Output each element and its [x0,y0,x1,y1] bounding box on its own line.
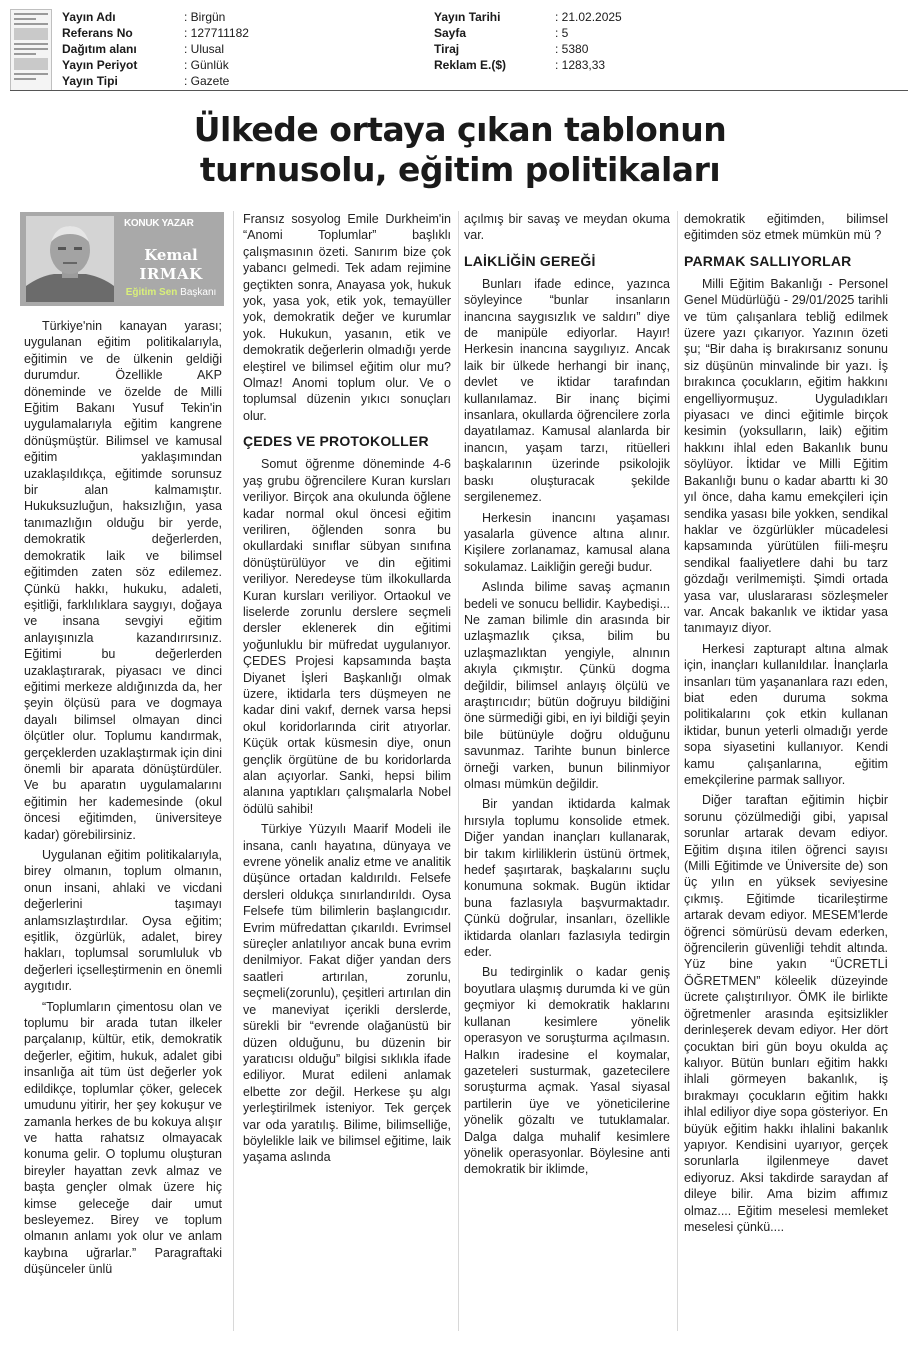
article-paragraph: Aslında bilime savaş açmanın bedeli ve sonucu bellidir. Kaybedişi... Ne zaman bilimle din arasında bir uzlaşmazlık çıksa, bilim bu uzlaşmazlıktan yengiyle, alnının akıyla çıkmıştır. Çünkü dogma değildir, bilimsel anlayış ölçülü ve araştırıcıdır; bütün doğruyu bildiğini öne sürmediği gibi, en iyi bildiği şeyin bile bütünüyle doğru olduğunu savunmaz. Tarihte bunun binlerce örneği varken, bunun bilinmiyor olması mümkün değildir. [464,580,670,791]
meta-row [434,9,622,25]
meta-value: : Ulusal [184,42,225,56]
author-first-name: Kemal [144,246,198,264]
section-heading: ÇEDES VE PROTOKOLLER [243,433,429,450]
meta-label: Dağıtım alanı [62,42,137,56]
author-role [120,287,222,298]
meta-label: Yayın Periyot [62,58,138,72]
article-paragraph: Bu tedirginlik o kadar geniş boyutlara ulaşmış durumda ki ve gün geçmiyor ki demokratik haklarını kullanan kesimlere yönelik operasyon ve soruşturma açılmasın. Halkın iradesine el koymalar, gazeteleri susturmak, gazetecilere soruşturma açmak. Yasal siyasal partilerin üye ve yöneticilerine yönelik gözaltı ve tutuklamalar. Dalga dalga muhalif kesimlere yönelik operasyonlar. Böylesine anti demokratik bir iklimde, [464,965,670,1177]
author-photo [26,216,114,302]
meta-value: : 21.02.2025 [555,10,622,24]
meta-row [62,57,249,73]
meta-label: Yayın Tipi [62,74,118,88]
meta-label: Referans No [62,26,133,40]
article-headline [130,110,790,190]
article-paragraph: Türkiye'nin kanayan yarası; uygulanan eğitim politikalarıyla, eğitimin ve de ülkenin geldiği durumdur. Özellikle AKP döneminde ve özelde de Milli Eğitim Bakanı Yusuf Tekin'in uygulamalarıyla eğitim kangrene dönüşmüştür. Bilimsel ve kamusal eğitim yaklaşımından uzaklaşıldıkça, eğitimde sorunsuz bir alan kalmamıştır. Hukuksuzluğun, haksızlığın, yasa tanımazlığın olduğu bir yerde, demokratik değerlerden, demokratik laik ve bilimsel eğitimden zaten söz edilemez. Çünkü hakkı, hukuku, adaleti, eşitliği, farklılıklara saygıyı, doğaya ve insana sevgiyi eğitim anlayışınızla kazandırırsınız. Eğitimi bu değerlerden uzaklaştırarak, piyasacı ve dinci eğitimi merkeze aldığınızda da, her şeyin ölçüsü para ve dogmaya dayalı bilimsel olmayan dinci ölçütler olur. Toplumu kandırmak, gerçeklerden uzaklaştırmak için dini önemli bir aparata dönüştürdüler. Ve bu aparatın uygulamalarını eğitimin her kademesinde (okul öncesi eğitimden, üniversiteye kadar) görebilirsiniz. [24,319,223,842]
article-paragraph: Herkesi zapturapt altına almak için, inançları kullanıldılar. İnançlarla insanları tüm yaşananlara razı eden, biat eden duruma sokma politikalarını çok etkin kullanan iktidar, bunun yeterli olmadığı yerde sopa siyasetini kullanıyor. Kendi kamu çalışanlarına, eğitim emekçilerine parmak sallıyor. [684,641,888,787]
article-paragraph: Uygulanan eğitim politikalarıyla, birey olmanın, toplum olmanın, onun insani, ahlaki ve vicdani değerlerini taşımayı anlamsızlaştırdılar. Oysa eğitim; eşitlik, özgürlük, adalet, birey hakları, toplumsal sorumluluk vb değerleri içselleştirmenin en önemli aygıtıdır. [24,848,222,994]
meta-label: Yayın Adı [62,10,116,24]
section-heading: PARMAK SALLIYORLAR [684,252,852,269]
publication-meta-left [62,9,249,89]
meta-value: : Günlük [184,58,229,72]
meta-label: Reklam E.($) [434,58,507,72]
meta-label: Tiraj [434,42,460,56]
meta-row [62,41,249,57]
meta-value: : 5380 [555,42,589,56]
article-paragraph: Somut öğrenme döneminde 4-6 yaş grubu öğrencilere Kuran kursları veriliyor. Birçok ana okulunda öğlene kadar normal okul öncesi eğitim veriliren, öğlenden sonra bu okullardaki sınıflar sübyan sınıfına dönüştürülüyor ve din eğitimi veriliyor. Neredeyse tüm ilkokullarda Kuran kursları veriliyor. Ortaokul ve liselerde zorunlu derslere seçmeli dersler eklenerek din eğitimi yoğunluklu bir müfredat uygulanıyor. ÇEDES Projesi kapsamında başta Diyanet İşleri Başkanlığı olmak üzere, iktidarla ters düşmeyen ne kadar dini vakıf, dernek varsa hepsi okul koridorlarında cirit atıyorlar. Küçük ortak küsmesin diye, onun gençlik örgütüne de bu koridorlarda alan açıyorlar. Sanki, hepsi bilim alanına yaptıkları çalışmalarla Nobel ödülü sahibi! [243,457,451,816]
column-gutter [677,211,678,1331]
column-gutter [458,211,459,1331]
article-column-1 [24,318,222,1278]
meta-row [62,9,249,25]
meta-label: Yayın Tarihi [434,10,501,24]
meta-value: : Birgün [184,10,226,24]
column-gutter [233,211,234,1331]
publication-meta-right [434,9,622,73]
meta-row [434,57,622,73]
article-paragraph: açılmış bir savaş ve meydan okuma var. [464,212,670,243]
guest-writer-label: KONUK YAZAR [124,218,194,229]
headline-line-2: turnusolu, eğitim politikaları [199,150,721,189]
article-paragraph: “Toplumların çimentosu olan ve toplumu bir arada tutan ilkeler parçalanıp, kültür, etik, demokratik değerler, eğitim, hukuk, adalet gibi insanlığa ait tüm üst değerler yok edildikçe, toplumlar çöker, gelecek umudunu yitirir, her şey kokuşur ve zamanla herkes de bu kokuya alışır ve hatta rahatsız olmayacak konuma gelir. O toplumu oluşturan bireyler hayattan zevk almaz ve başta gençler olmak üzere hiç kimse geleceğe dair umut besleyemez. Birey ve toplum olmanın anlamı yok olur ve anlam kaybına uğrarlar.” Paragraftaki düşünceler ünlü [24,999,222,1277]
article-paragraph: demokratik eğitimden, bilimsel eğitimden söz etmek mümkün mü ? [684,212,888,243]
meta-row [62,73,249,89]
article-paragraph: Bunları ifade edince, yazınca söyleyince “bunlar insanların inancına saygısızlık ve saldırı” diye de manipüle ediyorlar. Hayır! Herkesin inancına saygılıyız. Ancak laik bir ülkede herhangi bir inanç, devlet ve iktidar tarafından kullanılamaz. Bir inanç biçimi insanlara, okullarda öğrencilere zorla dayatılamaz. Kamusal alanlarda bir inancın, yaşam tarzı, ritüelleri başkalarının üzerinde psikolojik baskı oluşturacak şekilde sergilenemez. [464,276,670,505]
newspaper-thumbnail [10,9,52,91]
article-paragraph: Türkiye Yüzyılı Maarif Modeli ile insana, canlı hayatına, dünyaya ve evrene yönelik analiz etme ve analitik düşünce ortadan kaldırıldı. Felsefe dersleri oldukça sınırlandırıldı. Oysa Felsefe tüm bilimlerin başlangıcıdır. Evrim müfredattan çıkarıldı. Evrimsel süreçler anlatılıyor ancak buna evrim denilmiyor. Fakat diğer yandan ders saatleri artırılan, zorunlu, seçmeli(zorunlu), çeşitleri artırılan din ve maneviyat içerikli derslerde, sürekli bir “evrende olağanüstü bir düzen olduğunu, bu düzenin bir yaratıcısı olduğu” bilgisi sıklıkla ifade ediliyor. Murat edileni anlamak elbette zor değil. Herkese şu algı yerleştirilmek isteniyor. Tek gerçek var oda yaratılış. Bilime, bilimselliğe, böylelikle laik ve bilimsel eğitime, laik yaşama aslında [243,822,451,1165]
article-paragraph: Herkesin inancını yaşaması yasalarla güvence altına alınır. Kişilere zorlanamaz, kamusal alana sokulamaz. Laikliğin gereği budur. [464,510,670,574]
author-box [20,212,224,306]
meta-value: : Gazete [184,74,230,88]
meta-row [434,41,622,57]
author-last-name: IRMAK [139,265,203,283]
meta-row [62,25,249,41]
role-title: Başkanı [180,287,217,298]
headline-line-1: Ülkede ortaya çıkan tablonun [193,110,727,149]
article-paragraph: Fransız sosyolog Emile Durkheim'in “Anomi Toplumlar” başlıklı çalışmasının özeti. Sanırım bize çok yabancı gelmedi. Tek adam rejimine geçtikten sonra, Anayasa yok, hukuk yok, yasa yok, etik yok, temayüller yok, demokratik değer ve kurumlar yok. Hukukun, yasanın, etik ve demokratik değerlerin olmadığı yerde eleştirel ve bilimsel eğitim olur mu? Olmaz! Anomi toplum olur. Ve o toplumsal düzenin yıkıcı sonuçları olur. [243,212,451,423]
meta-value: : 1283,33 [555,58,606,72]
meta-row [434,25,622,41]
meta-value: : 127711182 [184,26,249,40]
section-heading: LAİKLİĞİN GEREĞİ [464,252,596,269]
meta-value: : 5 [555,26,569,40]
article-paragraph: Diğer taraftan eğitimin hiçbir sorunu çözülmediği gibi, yapısal sorunlar artarak devam ediyor. Eğitim dışına itilen öğrenci sayısı (Milli Eğitimde ve Üniversite de) son üç yılın en yüksek seviyesine çıkmış. Eğitimde ticarileştirme artarak devam ediyor. MESEM'lerde öğrenci sömürüsü devam ederken, öğrencilerin güvenliği tehdit altında. Yüz bine yakın “ÜCRETLİ ÖĞRETMEN” köleelik düzeyinde ücrete çalıştırılıyor. ÖMK ile birlikte öğretmenler arasında eşitsizlikler derinleşerek devam ediyor. Her dört çocuktan biri gün boyu okulda aç kalıyor. Bütün bunları eğitim hakkı ihlali görmeyen bakanlık, iş bırakmayı çocukların eğitim hakkı ihlal ediliyor diye sopa gösteriyor. En büyük eğitim hakkı ihlalini bakanlık yapıyor. Kendisini uyarıyor, gerçek sorunlarla ilgilenmeye davet ediyoruz. Aksi takdirde saraydan af dileye bilir. Ama bizim affımız olmaz.... Eğitim meselesi memleket meselesi çünkü.... [684,793,888,1234]
meta-label: Sayfa [434,26,467,40]
article-column-3 [464,211,670,1178]
article-column-4 [684,211,888,1235]
article-column-2 [243,211,451,1166]
article-paragraph: Milli Eğitim Bakanlığı - Personel Genel Müdürlüğü - 29/01/2025 tarihli ve tüm çalışanlara tebliğ edilmek üzere yazı çıkarıyor. Yazının özeti şu; “Bir daha iş bırakırsanız sonunu siz düşünün minvalinde bir yazı. İş bırakınca çocukların, eğitim hakkını engelliyormuşuz. Uyguladıkları piyasacı ve dinci eğitimle birçok kesimin (yoksulların, laik) eğitim hakkını ihlal eden Bakanlık bunu söylüyor. İktidar ve Milli Eğitim Bakanlığı bunu o kadar abarttı ki 30 yıl önce, daha kamu emekçileri için sendika yasası bile yokken, sendikal haklar ve özgürlükler mücadelesi kapsamında yürütülen fiili-meşru sendikal faaliyetlere dahi bu tarz gözdağı verilmemişti. Şimdi ortada yasa var, uluslararası sözleşmeler var. Ancak bakanlık ve iktidar yasa tanımayız diyor. [684,276,888,636]
union-name: Eğitim Sen [125,287,178,298]
header-divider [10,90,908,91]
article-paragraph: Bir yandan iktidarda kalmak hırsıyla toplumu konsolide etmek. Diğer yandan inançları kullanarak, bir takım kirliliklerin üstünü örtmek, hedef şaşırtarak, başkalarını suçlu konumuna sokmak. Bugün iktidar buna fazlasıyla başvurmaktadır. Çünkü doğrular, insanları, özellikle iktidarda olanları fazlasıyla tedirgin eder. [464,797,670,960]
